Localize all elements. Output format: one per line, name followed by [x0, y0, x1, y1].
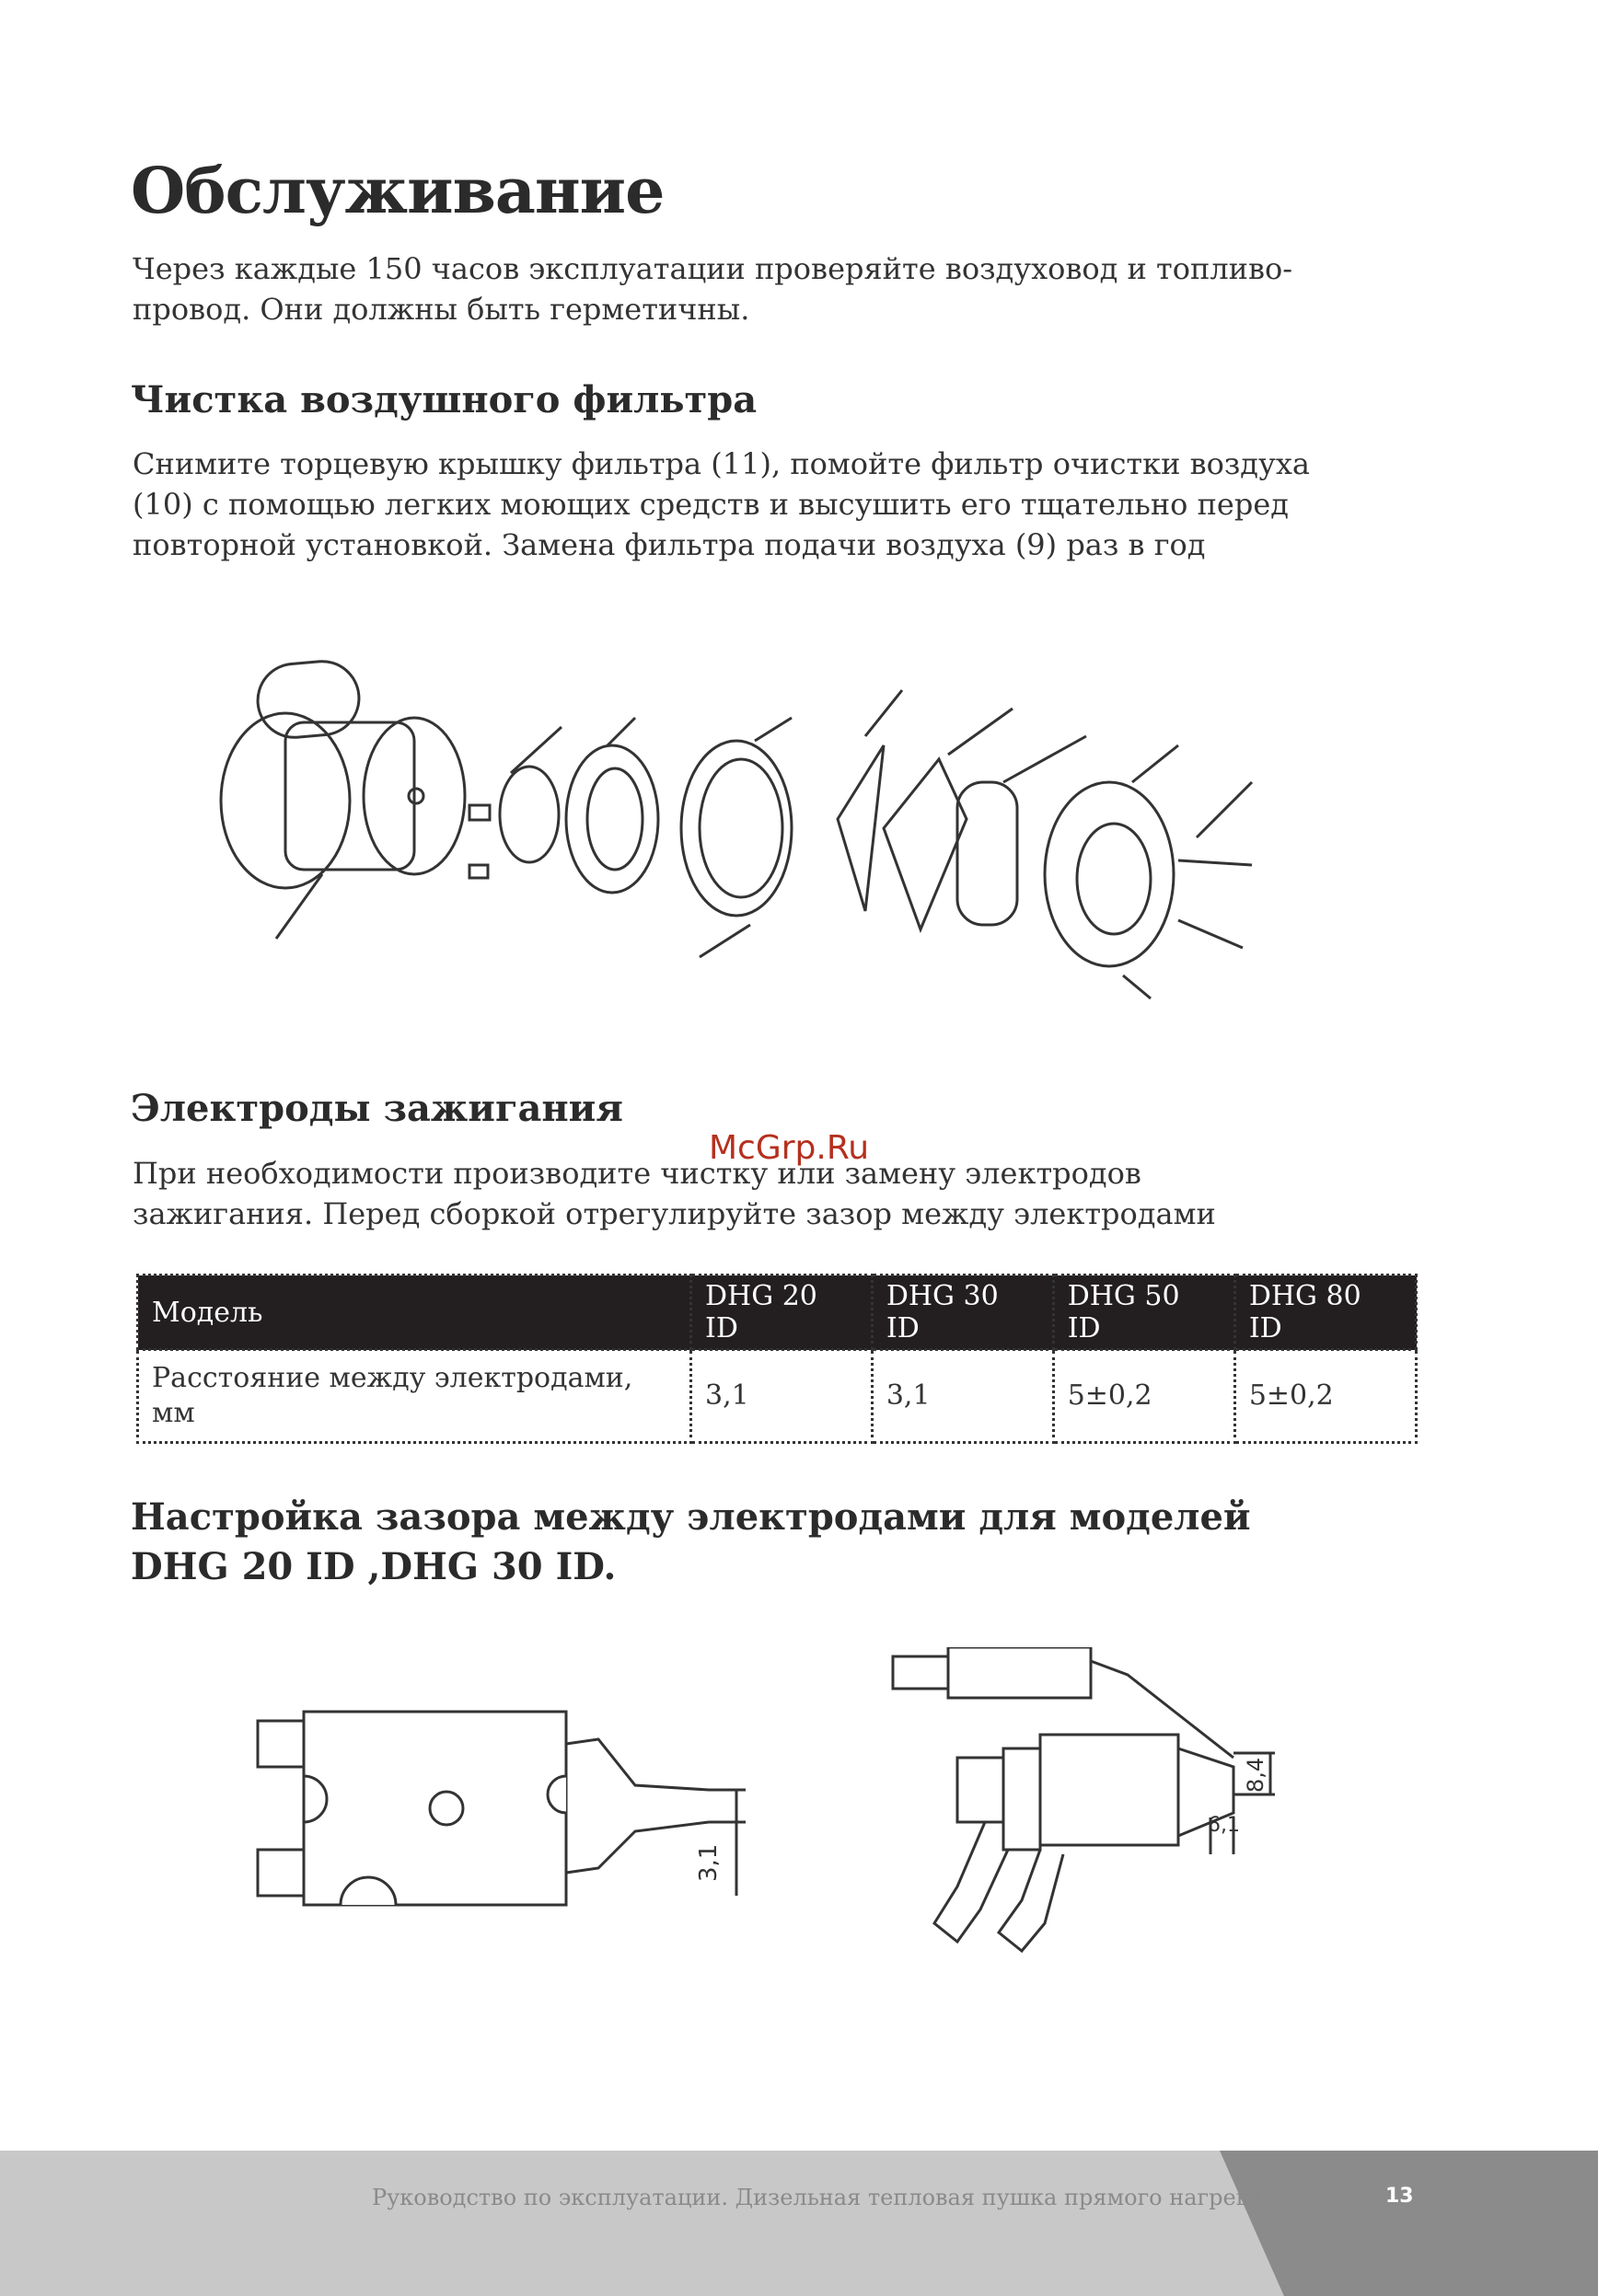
page-title: Обслуживание	[131, 155, 665, 228]
page-number: 13	[1385, 2185, 1414, 2208]
table-header-cell: DHG 80 ID	[1234, 1275, 1416, 1350]
table-header-cell: Модель	[138, 1275, 691, 1350]
left-gap-dimension: 3,1	[695, 1843, 723, 1882]
footer-text: Руководство по эксплуатации. Дизельная тепловая пушка прямого нагрева	[372, 2185, 1262, 2210]
table-cell: Расстояние между электродами, мм	[138, 1350, 691, 1443]
air-filter-text: Снимите торцевую крышку фильтра (11), помойте фильтр очистки воздуха (10) с помощью легких моющих средств и высушить его тщательно перед повторной установкой. Замена фильтра подачи воздуха (9) раз в год	[133, 446, 1310, 562]
table-cell: 3,1	[691, 1350, 873, 1443]
electrodes-text: При необходимости производите чистку или замену электродов зажигания. Перед сборкой отрегулируйте зазор между электродами	[133, 1156, 1216, 1231]
right-gap-dimension: 6,1	[1208, 1814, 1240, 1837]
right-height-dimension: 8,4	[1243, 1757, 1268, 1793]
table-header-row	[138, 1275, 1417, 1350]
table-header-cell: DHG 50 ID	[1053, 1275, 1234, 1350]
table-header-cell: DHG 30 ID	[872, 1275, 1053, 1350]
table-cell: 5±0,2	[1234, 1350, 1416, 1443]
table-row	[138, 1350, 1417, 1443]
table-cell: 3,1	[872, 1350, 1053, 1443]
footer-page-tab	[1220, 2151, 1598, 2296]
air-filter-heading: Чистка воздушного фильтра	[131, 378, 758, 421]
watermark: McGrp.Ru	[709, 1129, 870, 1167]
intro-text: Через каждые 150 часов эксплуатации проверяйте воздуховод и топливо- провод. Они должны быть герметичны.	[133, 251, 1293, 327]
table-header-cell: DHG 20 ID	[691, 1275, 873, 1350]
electrode-diagram-front	[249, 1702, 764, 1933]
air-filter-exploded-diagram	[203, 644, 1289, 1031]
electrode-gap-table	[136, 1274, 1418, 1444]
electrode-diagram-side	[884, 1647, 1307, 1979]
table-cell: 5±0,2	[1053, 1350, 1234, 1443]
gap-setup-heading: Настройка зазора между электродами для моделей DHG 20 ID ,DHG 30 ID.	[131, 1495, 1251, 1588]
electrodes-heading: Электроды зажигания	[131, 1087, 623, 1130]
